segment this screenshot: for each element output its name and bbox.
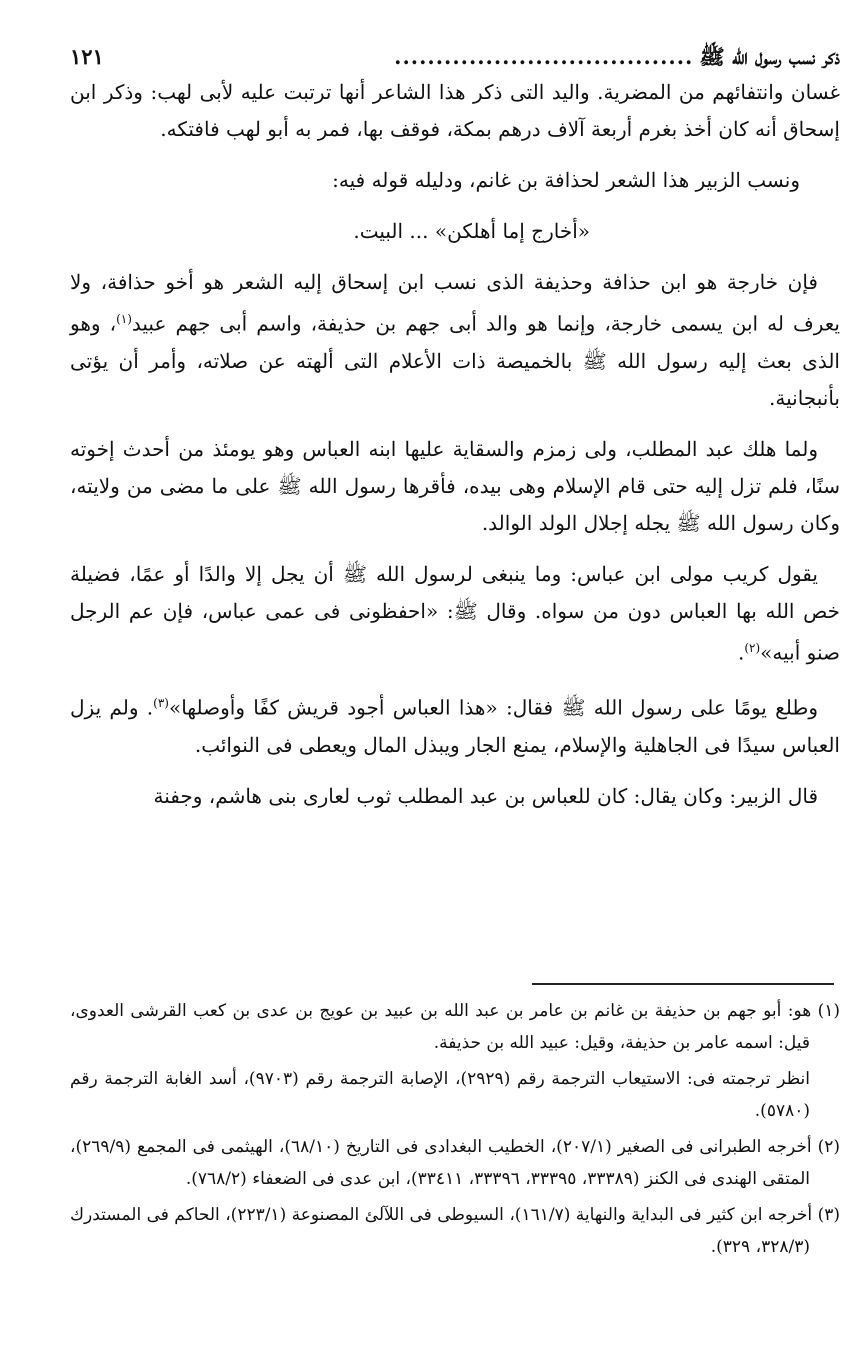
verse-quote: «أخارج إما أهلكن» ... البيت.: [353, 219, 590, 243]
paragraph-1: غسان وانتفائهم من المضرية. واليد التى ذكر هذا الشاعر أنها ترتبت عليه لأبى لهب: وذكر ابن إسحاق أنه كان أخذ بغرم أربعة آلاف درهم بمكة، فوقف بها، فمر به أبو لهب فافتكه.: [70, 80, 840, 141]
running-header: [70, 40, 840, 74]
leader-dots: ....................................: [394, 44, 694, 69]
paragraph-4: [70, 264, 840, 417]
footnote-1: (١) هو: أبو جهم بن حذيفة بن غانم بن عامر بن عبد الله بن عبيد بن عويج بن عدى بن كعب القرشى العدوى، قيل: اسمه عامر بن حذيفة، وقيل: عبيد الله بن حذيفة.: [70, 1001, 840, 1053]
paragraph-4-text-a: فإن خارجة هو ابن حذافة وحذيفة الذى نسب ابن إسحاق إليه الشعر هو أخو حذافة، ولا يعرف له ابن يسمى خارجة، وإنما هو والد أبى جهم بن حذيفة، واسم أبى جهم عبيد: [70, 270, 840, 336]
chapter-title: ذكر نسب رسول الله ﷺ: [699, 44, 840, 69]
paragraph-7: [70, 685, 840, 764]
footnote-rule: [532, 983, 834, 985]
paragraph-4-text-b: ، وهو الذى بعث إليه رسول الله ﷺ بالخميصة ذات الأعلام التى ألهته عن صلاته، وأمر أن يؤتى بأنبجانية.: [70, 311, 840, 410]
main-text: [70, 74, 840, 815]
footnote-1-references: انظر ترجمته فى: الاستيعاب الترجمة رقم (٢٩٢٩)، الإصابة الترجمة رقم (٩٧٠٣)، أسد الغابة الترجمة رقم (٥٧٨٠).: [70, 1069, 810, 1121]
footnote-3: (٣) أخرجه ابن كثير فى البداية والنهاية (١٦١/٧)، السيوطى فى اللآلئ المصنوعة (٢٢٣/١)، الحاكم فى المستدرك (٣٢٨/٣، ٣٢٩).: [70, 1205, 840, 1257]
paragraph-6: [70, 556, 840, 672]
footnotes: [70, 995, 840, 1267]
footnote-ref-1: (١): [116, 312, 132, 326]
paragraph-6-text-a: يقول كريب مولى ابن عباس: وما ينبغى لرسول الله ﷺ أن يجل إلا والدًا أو عمًا، فضيلة خص الله بها العباس دون من سواه. وقال ﷺ: «احفظونى فى عمى عباس، فإن عم الرجل صنو أبيه»: [70, 561, 840, 665]
paragraph-2: ونسب الزبير هذا الشعر لحذافة بن غانم، ودليله قوله فيه:: [332, 168, 800, 192]
paragraph-5: ولما هلك عبد المطلب، ولى زمزم والسقاية عليها ابنه العباس وهو يومئذ من أحدث إخوته سنًا، فلم تزل إليه حتى قام الإسلام وهى بيده، فأقرها رسول الله ﷺ على ما مضى من ولايته، وكان رسول الله ﷺ يجله إجلال الولد الوالد.: [70, 436, 840, 535]
footnote-ref-2: (٢): [744, 640, 761, 655]
paragraph-7-text-b: . ولم يزل العباس سيدًا فى الجاهلية والإسلام، يمنع الجار ويبذل المال ويعطى فى النوائب.: [70, 695, 840, 757]
footnote-2: (٢) أخرجه الطبرانى فى الصغير (٢٠٧/١)، الخطيب البغدادى فى التاريخ (٦٨/١٠)، الهيثمى فى المجمع (٢٦٩/٩)، المتقى الهندى فى الكنز (٣٣٣٨٩، ٣٣٣٩٥، ٣٣٣٩٦، ٣٣٤١١)، ابن عدى فى الضعفاء (٧٦٨/٢).: [70, 1137, 840, 1189]
paragraph-8: قال الزبير: وكان يقال: كان للعباس بن عبد المطلب ثوب لعارى بنى هاشم، وجفنة: [153, 783, 818, 808]
book-page: [70, 40, 840, 829]
page-number: ١٢١: [70, 44, 104, 69]
paragraph-7-text-a: وطلع يومًا على رسول الله ﷺ فقال: «هذا العباس أجود قريش كفًا وأوصلها»: [168, 695, 818, 720]
paragraph-6-text-b: .: [737, 640, 745, 665]
footnote-ref-3: (٣): [153, 696, 169, 711]
